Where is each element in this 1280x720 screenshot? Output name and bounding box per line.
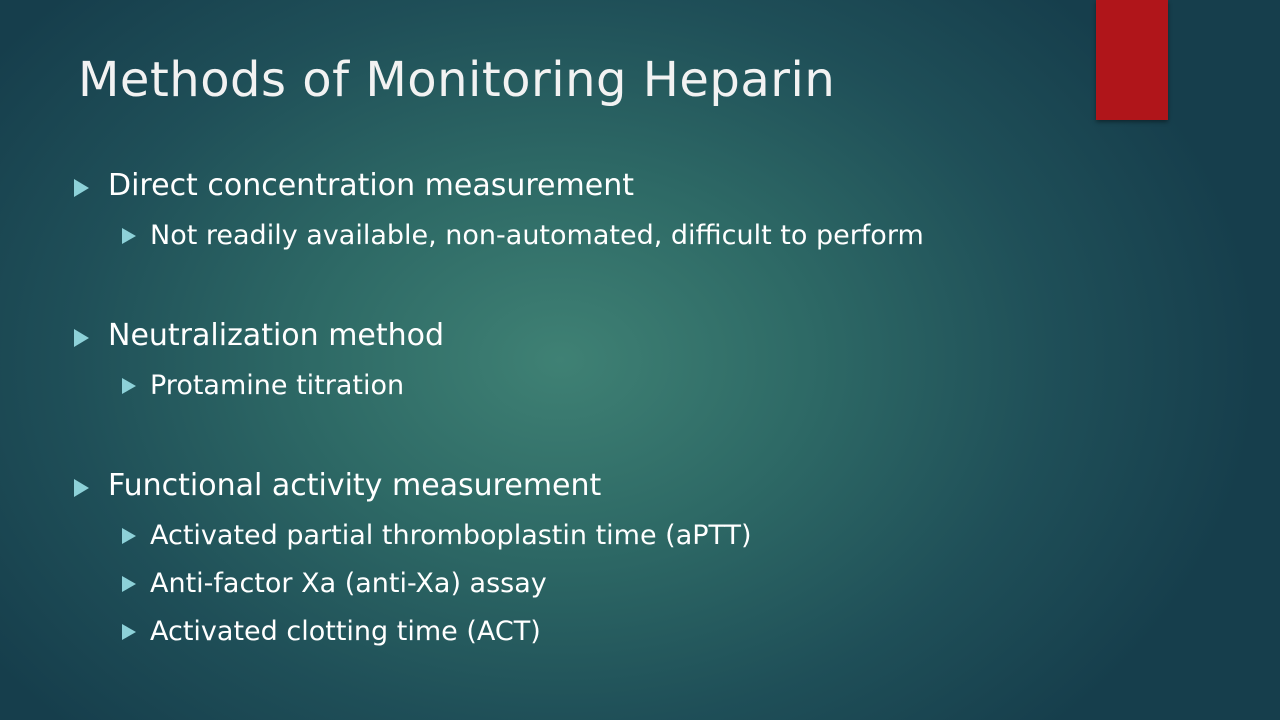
triangle-bullet-icon xyxy=(122,624,136,640)
sub-bullet: Anti-factor Xa (anti-Xa) assay xyxy=(72,564,924,612)
triangle-bullet-icon xyxy=(122,528,136,544)
triangle-bullet-icon xyxy=(74,179,89,197)
bullet-direct-concentration: Direct concentration measurement xyxy=(72,166,924,216)
triangle-bullet-icon xyxy=(74,479,89,497)
sub-bullet: Not readily available, non-automated, difficult to perform xyxy=(72,216,924,264)
bullet-list xyxy=(72,166,924,660)
triangle-bullet-icon xyxy=(122,378,136,394)
bullet-functional-activity: Functional activity measurement xyxy=(72,466,924,516)
triangle-bullet-icon xyxy=(122,576,136,592)
bullet-neutralization: Neutralization method xyxy=(72,316,924,366)
triangle-bullet-icon xyxy=(122,228,136,244)
slide-title: Methods of Monitoring Heparin xyxy=(78,52,836,108)
accent-bar xyxy=(1096,0,1168,120)
sub-bullet: Activated partial thromboplastin time (aPTT) xyxy=(72,516,924,564)
sub-bullet: Protamine titration xyxy=(72,366,924,414)
triangle-bullet-icon xyxy=(74,329,89,347)
sub-bullet: Activated clotting time (ACT) xyxy=(72,612,924,660)
